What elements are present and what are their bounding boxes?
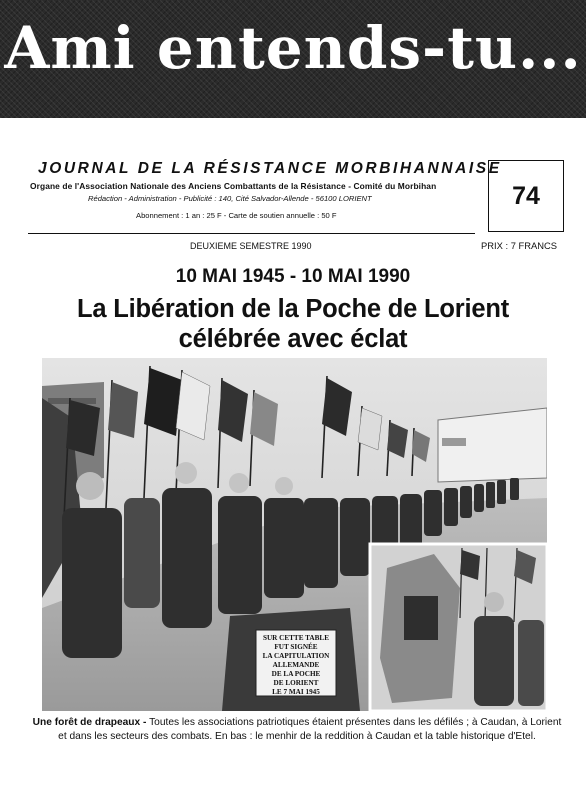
svg-text:DE LORIENT bbox=[274, 679, 319, 687]
photo-caption bbox=[28, 716, 566, 744]
journal-name: JOURNAL DE LA RÉSISTANCE MORBIHANNAISE bbox=[38, 160, 502, 177]
caption-text: Toutes les associations patriotiques étaient présentes dans les défilés ; à Caudan, à Lorient et dans les secteurs des combats. En bas : le menhir de la reddition à Caudan et la table historique d'Etel. bbox=[58, 717, 562, 742]
main-headline-line-1: La Libération de la Poche de Lorient bbox=[76, 295, 510, 323]
plaque-line-3: LA CAPITULATION bbox=[262, 652, 330, 660]
plaque-line-1: SUR CETTE TABLE bbox=[262, 634, 330, 642]
svg-text:DE LA POCHE bbox=[272, 670, 321, 678]
administration-line: Rédaction - Administration - Publicité : 140, Cité Salvador-Allende - 56100 LORIENT bbox=[88, 194, 372, 203]
plaque-line-4: ALLEMANDE bbox=[272, 661, 320, 669]
svg-text:LE 7 MAI 1945 bbox=[272, 688, 320, 696]
date-headline: 10 MAI 1945 - 10 MAI 1990 bbox=[175, 266, 411, 287]
plaque-line-5: DE LA POCHE bbox=[271, 670, 321, 678]
masthead-band bbox=[0, 0, 586, 118]
svg-text:FUT SIGNÉE bbox=[274, 641, 317, 651]
price-label: PRIX : 7 FRANCS bbox=[481, 240, 558, 251]
issue-number-box bbox=[488, 160, 564, 232]
svg-text:LA CAPITULATION bbox=[263, 652, 331, 660]
svg-text:SUR CETTE TABLE bbox=[263, 634, 329, 642]
organisation-line: Organe de l'Association Nationale des Anciens Combattants de la Résistance - Comité du Morbihan bbox=[30, 181, 437, 191]
masthead-title: Ami entends-tu... bbox=[4, 14, 582, 82]
main-headline-line-2: célébrée avec éclat bbox=[178, 325, 408, 353]
subscription-line: Abonnement : 1 an : 25 F - Carte de soutien annuelle : 50 F bbox=[136, 211, 337, 220]
plaque-line-2: FUT SIGNÉE bbox=[274, 643, 318, 651]
parade-photo bbox=[42, 358, 547, 711]
parade-photo-illustration bbox=[42, 358, 547, 711]
issue-number: 74 bbox=[512, 181, 540, 210]
plaque-line-7: LE 7 MAI 1945 bbox=[272, 688, 320, 696]
caption-lead: Une forêt de drapeaux - bbox=[32, 717, 147, 728]
header-divider bbox=[28, 233, 475, 234]
plaque-line-6: DE LORIENT bbox=[273, 679, 319, 687]
svg-text:ALLEMANDE bbox=[273, 661, 320, 669]
semester-label: DEUXIEME SEMESTRE 1990 bbox=[190, 241, 312, 251]
main-headline bbox=[0, 294, 586, 354]
